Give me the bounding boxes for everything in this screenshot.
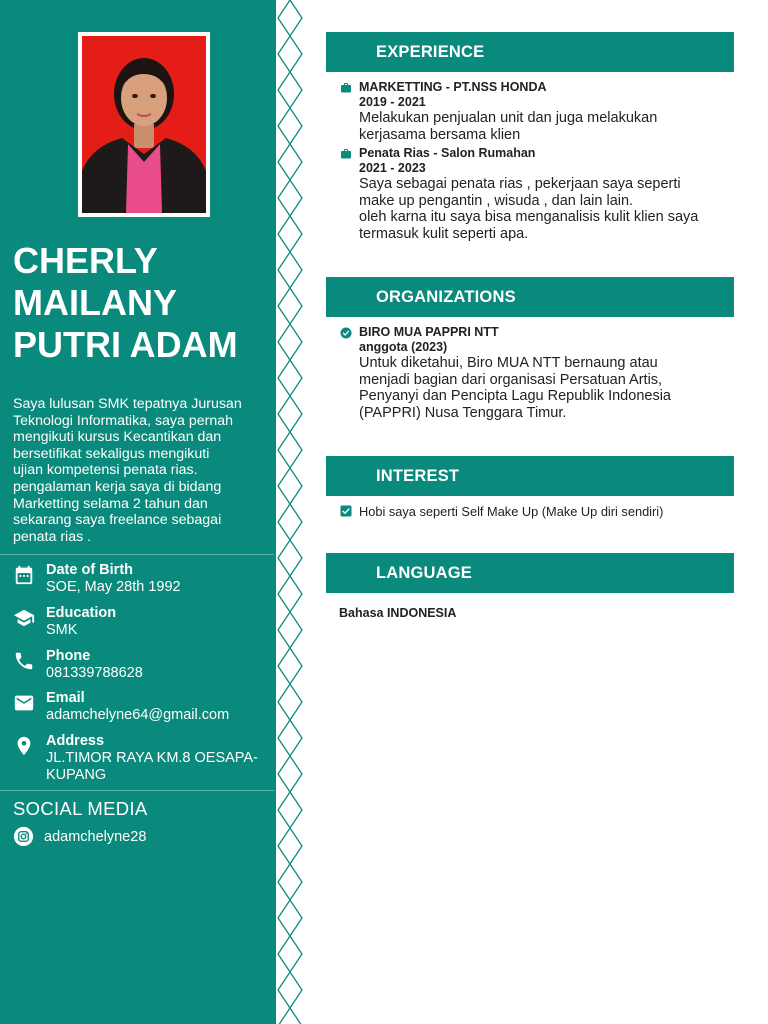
section-title: EXPERIENCE [376,43,485,61]
diamond-border-decoration [276,0,304,1024]
experience-title: Penata Rias - Salon Rumahan [359,146,536,160]
description-line: Untuk diketahui, Biro MUA NTT bernaung atau [359,355,658,371]
summary-line: ujian kompetensi penata rias. [13,462,198,479]
description-line: Penyanyi dan Pencipta Lagu Republik Indonesia [359,388,671,404]
location-pin-icon [13,735,35,757]
instagram-icon [13,826,34,847]
summary-line: mengikuti kursus Kecantikan dan [13,429,222,446]
graduation-cap-icon [13,607,35,629]
experience-entry [340,146,732,246]
briefcase-icon [340,82,352,94]
section-header-language [326,553,734,593]
contact-value [46,750,274,783]
section-header-organizations [326,277,734,317]
language-item: Bahasa INDONESIA [339,606,457,620]
summary-line: sekarang saya freelance sebagai [13,512,222,529]
contact-value-line: JL.TIMOR RAYA KM.8 OESAPA- [46,750,258,766]
interest-text: Hobi saya seperti Self Make Up (Make Up diri sendiri) [359,504,664,519]
contact-title: Email [46,690,85,706]
summary-line: penata rias . [13,528,92,545]
experience-description [359,176,731,242]
profile-photo [78,32,210,217]
contact-value: SOE, May 28th 1992 [46,579,181,595]
experience-description [359,110,731,143]
description-line: kerjasama bersama klien [359,126,521,143]
full-name-line: MAILANY [13,282,177,323]
divider [0,554,274,555]
phone-icon [13,650,35,672]
summary-line: pengalaman kerja saya di bidang [13,478,222,495]
full-name-line: PUTRI ADAM [13,324,238,365]
section-header-interest [326,456,734,496]
contact-title: Phone [46,648,91,664]
organization-role: anggota (2023) [359,340,448,354]
briefcase-icon [340,148,352,160]
description-line: Melakukan penjualan unit dan juga melakukan [359,110,658,126]
experience-title: MARKETTING - PT.NSS HONDA [359,80,547,94]
description-line: termasuk kulit seperti apa. [359,225,529,242]
contact-value: SMK [46,622,78,638]
description-line: menjadi bagian dari organisasi Persatuan Artis, [359,371,663,388]
checkbox-icon [340,505,352,517]
section-title: INTEREST [376,467,460,485]
organization-title: BIRO MUA PAPPRI NTT [359,325,499,339]
interest-item [340,504,732,520]
contact-title: Education [46,605,117,621]
section-title: ORGANIZATIONS [376,288,516,306]
experience-entry [340,80,732,150]
contact-value: adamchelyne64@gmail.com [46,707,230,723]
profile-photo-image [82,36,206,213]
full-name [13,240,268,366]
summary-line: Saya lulusan SMK tepatnya Jurusan [13,396,242,412]
contact-value-line: KUPANG [46,766,107,783]
organization-entry [340,325,732,425]
summary-line: Teknologi Informatika, saya pernah [13,412,234,429]
description-line: make up pengantin , wisuda , dan lain lain. [359,192,634,209]
experience-period: 2019 - 2021 [359,95,426,109]
experience-period: 2021 - 2023 [359,161,426,175]
calendar-icon [13,564,35,586]
summary-line: bersetifikat sekaligus mengikuti [13,445,210,462]
organization-description [359,355,731,421]
section-header-experience [326,32,734,72]
social-media-heading: SOCIAL MEDIA [13,798,148,819]
contact-title: Date of Birth [46,562,133,578]
summary-line: Marketting selama 2 tahun dan [13,495,208,512]
divider [0,790,274,791]
contact-value: 081339788628 [46,665,143,681]
sidebar [0,0,276,1024]
profile-summary [13,396,271,545]
check-circle-icon [340,327,352,339]
description-line: oleh karna itu saya bisa menganalisis kulit klien saya [359,209,699,225]
section-title: LANGUAGE [376,564,473,582]
full-name-line: CHERLY [13,240,158,281]
contact-title: Address [46,733,105,749]
instagram-handle[interactable]: adamchelyne28 [44,829,147,845]
description-line: (PAPPRI) Nusa Tenggara Timur. [359,404,567,421]
description-line: Saya sebagai penata rias , pekerjaan saya seperti [359,176,681,192]
email-icon [13,692,35,714]
